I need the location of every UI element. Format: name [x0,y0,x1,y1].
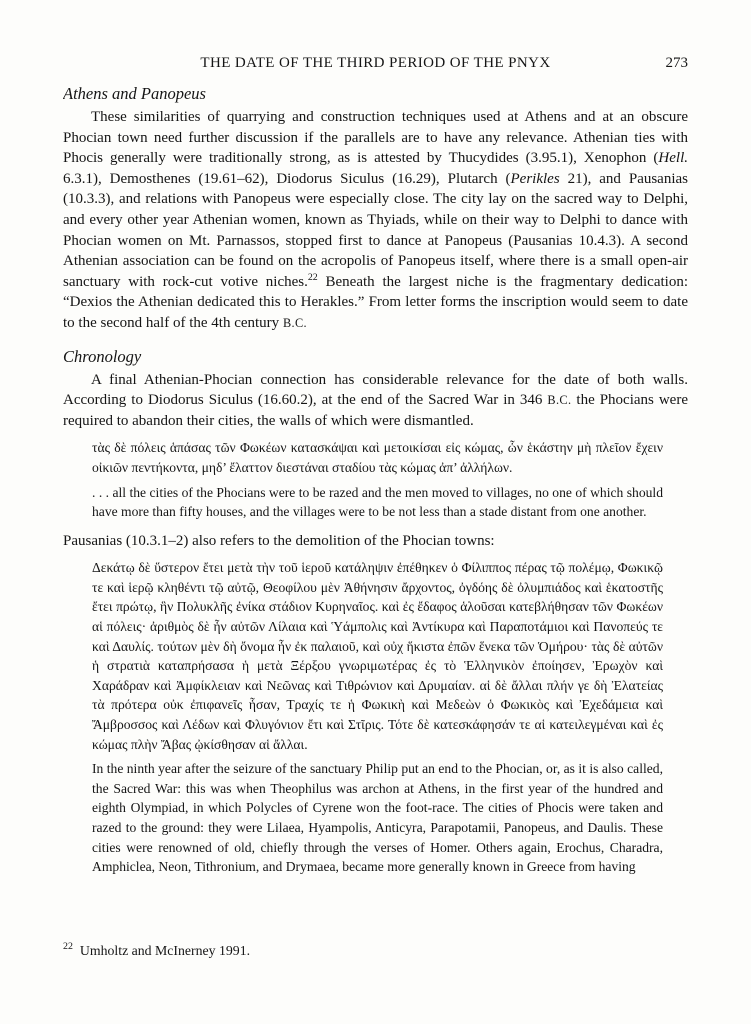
text-run: These similarities of quarrying and construction techniques used at Athens and at an obscure Phocian town need further discussion if the parallels are to have any relevance. Athenian ties with Phocis generally were traditionally strong, as is attested by Thucydides (3.95.1), Xenophon ( [63,109,688,167]
text-run: the Phocians were required to abandon their cities, the walls of which were dismantled. [63,392,688,429]
bc-smallcaps: B.C. [547,393,572,408]
running-head [63,55,688,72]
text-run: A final Athenian-Phocian connection has considerable relevance for the date of both walls. According to Diodorus Siculus (16.60.2), at the end of the Sacred War in 346 [63,371,688,409]
page-number: 273 [665,55,688,71]
paragraph-chronology [63,370,688,432]
section-heading-chronology: Chronology [63,346,142,366]
footnote-reference-22: 22 [307,271,318,283]
running-title: THE DATE OF THE THIRD PERIOD OF THE PNYX [200,55,551,71]
bc-smallcaps: B.C. [282,315,307,330]
text-run: Beneath the largest niche is the fragmentary dedication: “Dexios the Athenian dedicated this to Herakles.” From letter forms the inscription would seem to date to the second half of the 4th century [63,273,688,331]
text-run: 6.3.1), Demosthenes (19.61–62), Diodorus Siculus (16.29), Plutarch ( [63,170,511,187]
citation-perikles-italic: Perikles [510,170,560,187]
citation-hell-italic: Hell. [658,150,688,167]
text-run: 21), and Pausanias (10.3.3), and relations with Panopeus were especially close. The city lay on the sacred way to Delphi, and every other year Athenian women, known as Thyiads, while on their way to Delphi to dance with Phocian women on Mt. Parnassos, stopped first to dance at Panopeus (Pausanias 10.4.3). A second Athenian association can be found on the acropolis of Panopeus itself, where there is a small open-air sanctuary with rock-cut votive niches. [63,170,688,290]
blockquote-diodorus-translation: . . . all the cities of the Phocians were to be razed and the men moved to villages, no one of which should have more than fifty houses, and the villages were to be not less than a stade distant from one another. [92,484,663,520]
footnote-22 [63,937,688,959]
paragraph-pausanias-intro: Pausanias (10.3.1–2) also refers to the demolition of the Phocian towns: [63,532,495,549]
footnote-text: Umholtz and McInerney 1991. [79,943,251,958]
footnote-number: 22 [63,941,73,953]
page-content [63,55,688,935]
blockquote-diodorus-greek: τὰς δὲ πόλεις ἁπάσας τῶν Φωκέων κατασκάψαι καὶ μετοικίσαι εἰς κώμας, ὧν ἑκάστην μὴ πλεῖον ἔχειν οἰκιῶν πεντήκοντα, μηδ’ ἔλαττον διεστάναι σταδίου τὰς κώμας ἀπ’ ἀλλήλων. [92,440,663,475]
paragraph-athens-panopeus [63,107,688,334]
blockquote-pausanias-greek: Δεκάτῳ δὲ ὕστερον ἔτει μετὰ τὴν τοῦ ἱεροῦ κατάληψιν ἐπέθηκεν ὁ Φίλιππος πέρας τῷ πολέμῳ, Φωκικῷ τε καὶ ἱερῷ κληθέντι τῷ αὐτῷ, Θεοφίλου μὲν Ἀθήνησιν ἄρχοντος, ὀγδόης δὲ ὀλυμπιάδος καὶ ἑκατοστῆς ἔτει πρώτῳ, ἣν Πολυκλῆς ἐνίκα στάδιον Κυρηναῖος. καὶ ἐς ἔδαφος ἁλοῦσαι κατεβλήθησαν τῶν Φωκέων αἱ πόλεις· ἀριθμὸς δὲ ἦν αὐτῶν Λίλαια καὶ Ὑάμπολις καὶ Ἀντίκυρα καὶ Παραποτάμιοι καὶ Πανοπεύς τε καὶ Δαυλίς. τούτων μὲν δὴ ὄνομα ἦν ἐκ παλαιοῦ, καὶ οὐχ ἥκιστα ἐπῶν ἕνεκα τῶν Ὁμήρου· τὰς δὲ αὐτῶν ἡ στρατιὰ καταπρήσασα ἡ μετὰ Ξέρξου γνωριμωτέρας ἐς τὸ Ἑλληνικὸν ἐποίησεν, Ἐρωχὸν καὶ Χαράδραν καὶ Ἀμφίκλειαν καὶ Νεῶνας καὶ Τιθρώνιον καὶ Δρυμαίαν. αἱ δὲ ἄλλαι πλήν γε δὴ Ἐλατείας τὰ πρότερα οὐκ ἐπιφανεῖς ἦσαν, Τραχίς τε ἡ Φωκικὴ καὶ Μεδεὼν ὁ Φωκικὸς καὶ Ἐχεδάμεια καὶ Ἄμβροσσος καὶ Λέδων καὶ Φλυγόνιον ἔτι καὶ Στῖρις. Τότε δὲ κατεσκάφησάν τε αἱ κατειλεγμέναι καὶ ἐς κώμας πλὴν Ἄβας ᾠκίσθησαν αἱ ἄλλαι. [92,560,663,752]
blockquote-pausanias-translation: In the ninth year after the seizure of the sanctuary Philip put an end to the Phocian, or, as it is also called, the Sacred War: this was when Theophilus was archon at Athens, in the first year of the hundred and eighth Olympiad, in which Polycles of Cyrene won the foot-race. The cities of Phocis were taken and razed to the ground: they were Lilaea, Hyampolis, Anticyra, Parapotamii, Panopeus, and Daulis. These cities were renowned of old, chiefly through the verses of Homer. Others again, Erochus, Charadra, Amphiclea, Neon, Tithronium, and Drymaea, became more generally known in Greece from having [92,761,663,875]
section-heading-athens-and-panopeus: Athens and Panopeus [63,84,206,103]
